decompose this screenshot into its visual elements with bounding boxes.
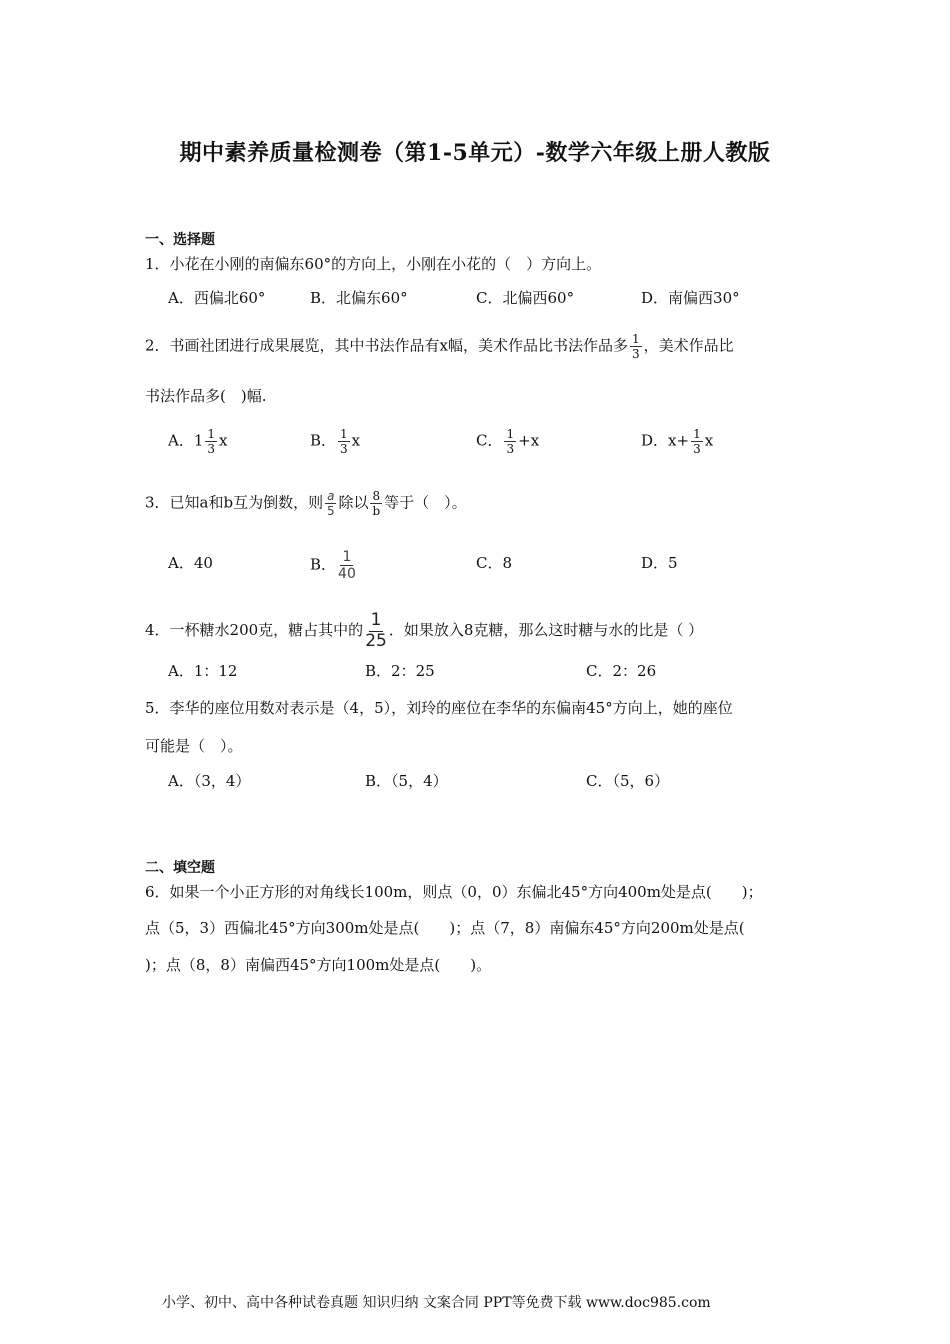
- q3-option-b: [310, 550, 358, 581]
- q2-frac-den: 3: [632, 347, 640, 361]
- q2-optC-den: 3: [506, 442, 515, 456]
- question-3-text: [145, 490, 467, 517]
- q3-optB-den: 40: [338, 566, 356, 582]
- q4-option-c: C．2：26: [586, 662, 657, 680]
- q5-option-c: C．（5，6）: [586, 772, 670, 790]
- q3-option-d: D．5: [641, 554, 678, 572]
- q4-text-part2: ．如果放入8克糖，那么这时糖与水的比是（ ）: [388, 621, 704, 639]
- q2-optB-fraction: [338, 428, 350, 455]
- q4-option-a: A．1：12: [168, 662, 238, 680]
- q4-option-b: B．2：25: [365, 662, 435, 680]
- question-5-line-1: 5．李华的座位用数对表示是（4，5），刘玲的座位在李华的东偏南45°方向上，她的座位: [145, 699, 733, 717]
- q2-optA-den: 3: [207, 442, 216, 456]
- q2-optB-label: B．: [310, 431, 337, 450]
- q2-optA-fraction: [205, 428, 217, 455]
- q3-frac1-num: a: [327, 489, 335, 503]
- question-5-line-2: 可能是（ ）。: [145, 737, 243, 755]
- q2-option-c: [476, 428, 539, 455]
- q2-optB-den: 3: [340, 442, 348, 456]
- q2-option-b: [310, 428, 360, 455]
- q3-option-a: A．40: [168, 554, 213, 572]
- question-1-text: 1．小花在小刚的南偏东60°的方向上，小刚在小花的（ ）方向上。: [145, 255, 602, 273]
- q2-optD-num: 1: [693, 427, 701, 441]
- question-2-line-2: 书法作品多( )幅.: [145, 387, 267, 405]
- q3-optB-num: 1: [342, 549, 352, 565]
- q3-fraction-1: [325, 490, 336, 517]
- page-footer: 小学、初中、高中各种试卷真题 知识归纳 文案合同 PPT等免费下载 www.doc985.com: [162, 1295, 711, 1311]
- q2-optA-suffix: x: [219, 431, 228, 450]
- q3-text-part1: 3．已知a和b互为倒数，则: [145, 493, 324, 512]
- q2-optC-suffix: +x: [518, 431, 540, 450]
- q3-frac2-num: 8: [372, 489, 381, 503]
- q2-optA-num: 1: [207, 427, 216, 441]
- q5-option-b: B．（5，4）: [365, 772, 448, 790]
- q2-optD-fraction: [691, 428, 703, 455]
- q2-fraction: [630, 333, 642, 360]
- q2-text-part2: ，美术作品比: [643, 336, 734, 355]
- q5-option-a: A．（3，4）: [168, 772, 251, 790]
- q3-text-part3: 等于（ ）。: [384, 493, 467, 512]
- q4-fraction: [365, 612, 387, 650]
- q3-option-c: C．8: [476, 554, 513, 572]
- q3-fraction-2: [370, 490, 382, 517]
- q2-optC-label: C．: [476, 431, 503, 450]
- q2-optB-num: 1: [340, 427, 348, 441]
- question-6-line-3: )；点（8，8）南偏西45°方向100m处是点( )。: [145, 956, 492, 974]
- q2-optB-suffix: x: [351, 431, 361, 450]
- q1-option-b: B．北偏东60°: [310, 289, 408, 307]
- section-heading-fill-blank: 二、填空题: [145, 860, 215, 876]
- question-4-text: [145, 612, 703, 650]
- q2-optD-label: D．: [641, 431, 669, 450]
- q2-optA-label: A．: [168, 431, 194, 450]
- q3-optB-fraction: [338, 550, 356, 581]
- q2-optD-den: 3: [693, 442, 701, 456]
- q2-optA-whole: 1: [193, 431, 204, 450]
- q2-frac-num: 1: [632, 332, 640, 346]
- q2-optC-num: 1: [506, 427, 515, 441]
- q3-text-part2: 除以: [338, 493, 369, 512]
- q4-frac-den: 25: [365, 631, 387, 651]
- q4-frac-num: 1: [370, 610, 382, 630]
- q2-option-d: [641, 428, 713, 455]
- q4-text-part1: 4．一杯糖水200克，糖占其中的: [145, 621, 364, 639]
- q2-text-part1: 2．书画社团进行成果展览，其中书法作品有x幅，美术作品比书法作品多: [145, 336, 629, 355]
- q1-option-c: C．北偏西60°: [476, 289, 575, 307]
- question-2-line-1: [145, 333, 734, 360]
- q2-option-a: [168, 428, 228, 455]
- q3-frac2-den: b: [372, 504, 381, 518]
- page-title: 期中素养质量检测卷（第1-5单元）-数学六年级上册人教版: [179, 140, 771, 166]
- q1-option-a: A．西偏北60°: [168, 289, 266, 307]
- question-6-line-1: 6．如果一个小正方形的对角线长100m，则点（0，0）东偏北45°方向400m处是点( )；: [145, 883, 763, 901]
- section-heading-choice: 一、选择题: [145, 232, 215, 248]
- q1-option-d: D．南偏西30°: [641, 289, 740, 307]
- q2-optC-fraction: [504, 428, 516, 455]
- q2-optD-suffix: x: [704, 431, 714, 450]
- q3-optB-label: B．: [310, 555, 337, 574]
- q2-optD-prefix: x+: [668, 431, 690, 450]
- q3-frac1-den: 5: [326, 504, 335, 518]
- question-6-line-2: 点（5，3）西偏北45°方向300m处是点( )；点（7，8）南偏东45°方向200m处是点(: [145, 919, 745, 937]
